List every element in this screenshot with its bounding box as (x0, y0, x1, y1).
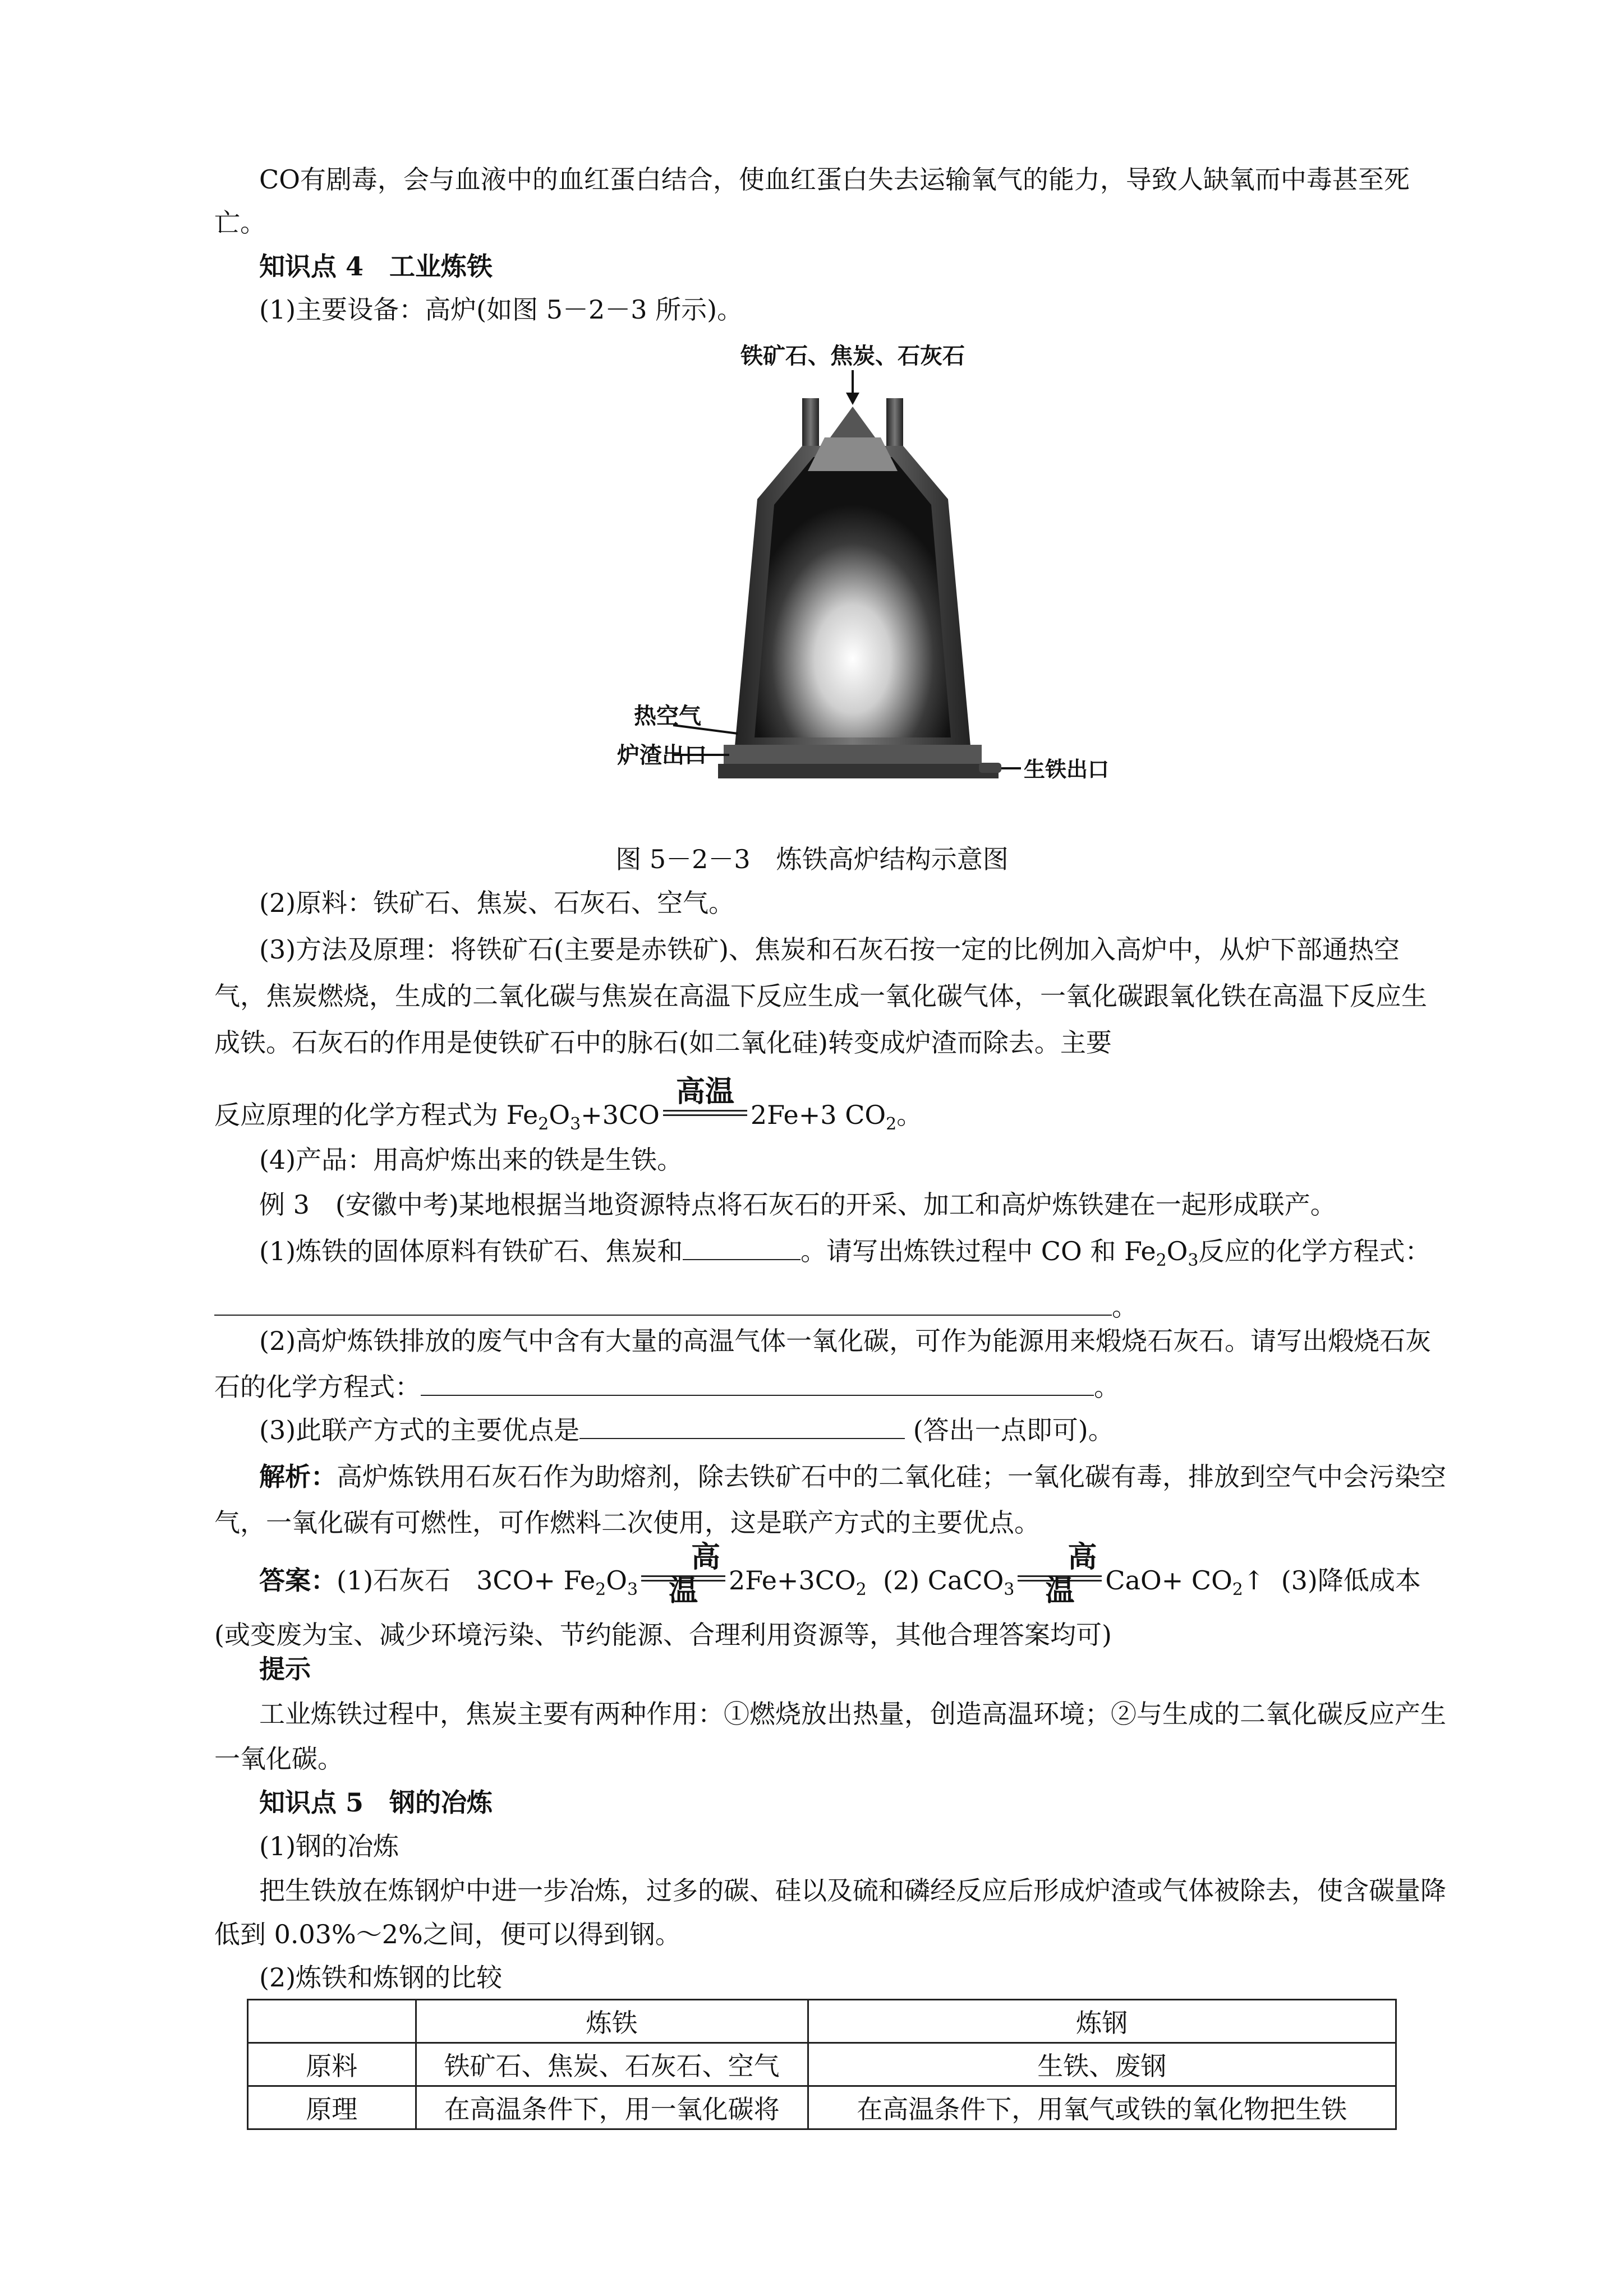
paragraph-main-equipment: (1)主要设备：高炉(如图 5－2－3 所示)。 (259, 294, 743, 325)
label-hot-air: 热空气 (634, 703, 701, 729)
table-cell: 生铁、废钢 (808, 2043, 1396, 2086)
paragraph-method-principle: (3)方法及原理：将铁矿石(主要是赤铁矿)、焦炭和石灰石按一定的比例加入高炉中，从炉下部通热空气，焦炭燃烧，生成的二氧化碳与焦炭在高温下反应生成一氧化碳气体，一氧化碳跟氧化铁在高温下反应生成铁。石灰石的作用是使铁矿石中的脉石(如二氧化硅)转变成炉渣而除去。主要 (214, 934, 1427, 1058)
comparison-table (247, 1999, 1397, 2130)
figure-caption: 图 5－2－3 炼铁高炉结构示意图 (615, 844, 1009, 874)
tip-paragraph: 工业炼铁过程中，焦炭主要有两种作用：①燃烧放出热量，创造高温环境；②与生成的二氧化碳反应产生一氧化碳。 (214, 1699, 1446, 1774)
hopper-right-wall (886, 398, 903, 449)
table-cell: 在高温条件下，用氧气或铁的氧化物把生铁 (808, 2086, 1396, 2129)
subheading-comparison: (2)炼铁和炼钢的比较 (259, 1962, 503, 1993)
answer-blank-4[interactable] (579, 1432, 905, 1439)
table-header-ironmaking: 炼铁 (416, 2000, 808, 2043)
question-2: (2)高炉炼铁排放的废气中含有大量的高温气体一氧化碳，可作为能源用来煅烧石灰石。请写出煅烧石灰石的化学方程式： 。 (214, 1326, 1432, 1402)
heading-knowledge-point-4: 知识点 4 工业炼铁 (259, 251, 493, 282)
equation-line-main: 反应原理的化学方程式为 $Fe_2O_3+3CO$ 高温 2Fe+3 $CO_2$。 (214, 1075, 923, 1135)
label-slag-outlet: 炉渣出口 (617, 743, 707, 768)
analysis-paragraph: 解析：高炉炼铁用石灰石作为助熔剂，除去铁矿石中的二氧化硅；一氧化碳有毒，排放到空气中会污染空气，一氧化碳有可燃性，可作燃料二次使用，这是联产方式的主要优点。 (214, 1461, 1446, 1538)
table-row (248, 2086, 1396, 2129)
table-cell: 原料 (248, 2043, 416, 2086)
label-iron-outlet: 生铁出口 (1024, 757, 1110, 782)
table-row (248, 2000, 1396, 2043)
distribution-cone (830, 407, 875, 437)
table-header-steelmaking: 炼钢 (808, 2000, 1396, 2043)
reaction-condition: 高温 (663, 1110, 747, 1124)
subheading-steelmaking: (1)钢的冶炼 (259, 1831, 399, 1861)
hopper-left-wall (802, 398, 819, 449)
furnace-interior (755, 457, 951, 737)
heading-knowledge-point-5: 知识点 5 钢的冶炼 (259, 1787, 493, 1818)
answer-paragraph: 答案：(1)石灰石 $3CO+ Fe_2O_3$ 高温 $2Fe+3CO_2$ (2) CaCO$_3$ 高温 $CaO+ CO_2↑$ (3)降低成本(或变废为宝、减少环境污染、节约能源、合理利用资源等，其他合理答案均可) (214, 1540, 1421, 1650)
tip-heading: 提示 (259, 1654, 311, 1684)
iron-outlet-pipe (979, 763, 1001, 773)
paragraph-steelmaking: 把生铁放在炼钢炉中进一步冶炼，过多的碳、硅以及硫和磷经反应后形成炉渣或气体被除去，使含碳量降低到 0.03%～2%之间，便可以得到钢。 (214, 1875, 1446, 1949)
blast-furnace-figure (617, 336, 1110, 830)
equation-prefix: 反应原理的化学方程式为 Fe (214, 1100, 539, 1130)
question-1: (1)炼铁的固体原料有铁矿石、焦炭和 。请写出炼铁过程中 CO 和 $Fe_2O_3$反应的化学方程式：。 (214, 1228, 1448, 1330)
table-cell: 铁矿石、焦炭、石灰石、空气 (416, 2043, 808, 2086)
bell-top (808, 437, 898, 471)
answer-blank-3[interactable] (421, 1389, 1094, 1396)
furnace-base (718, 764, 999, 778)
table-cell (248, 2000, 416, 2043)
table-row (248, 2043, 1396, 2086)
answer-blank-2[interactable] (214, 1309, 1112, 1316)
feed-arrow-icon (846, 393, 859, 405)
paragraph-product: (4)产品：用高炉炼出来的铁是生铁。 (259, 1145, 683, 1175)
paragraph-example-3: 例 3 (安徽中考)某地根据当地资源特点将石灰石的开采、加工和高炉炼铁建在一起形成联产。 (259, 1190, 1336, 1220)
question-3: (3)此联产方式的主要优点是 (答出一点即可)。 (259, 1415, 1114, 1445)
furnace-hearth (724, 745, 982, 765)
label-raw-materials: 铁矿石、焦炭、石灰石 (740, 343, 965, 369)
table-cell: 原理 (248, 2086, 416, 2129)
paragraph-co-toxicity: CO有剧毒，会与血液中的血红蛋白结合，使血红蛋白失去运输氧气的能力，导致人缺氧而中毒甚至死亡。 (214, 164, 1410, 238)
answer-blank-1[interactable] (683, 1253, 801, 1260)
table-cell: 在高温条件下，用一氧化碳将 (416, 2086, 808, 2129)
paragraph-raw-materials: (2)原料：铁矿石、焦炭、石灰石、空气。 (259, 888, 735, 918)
